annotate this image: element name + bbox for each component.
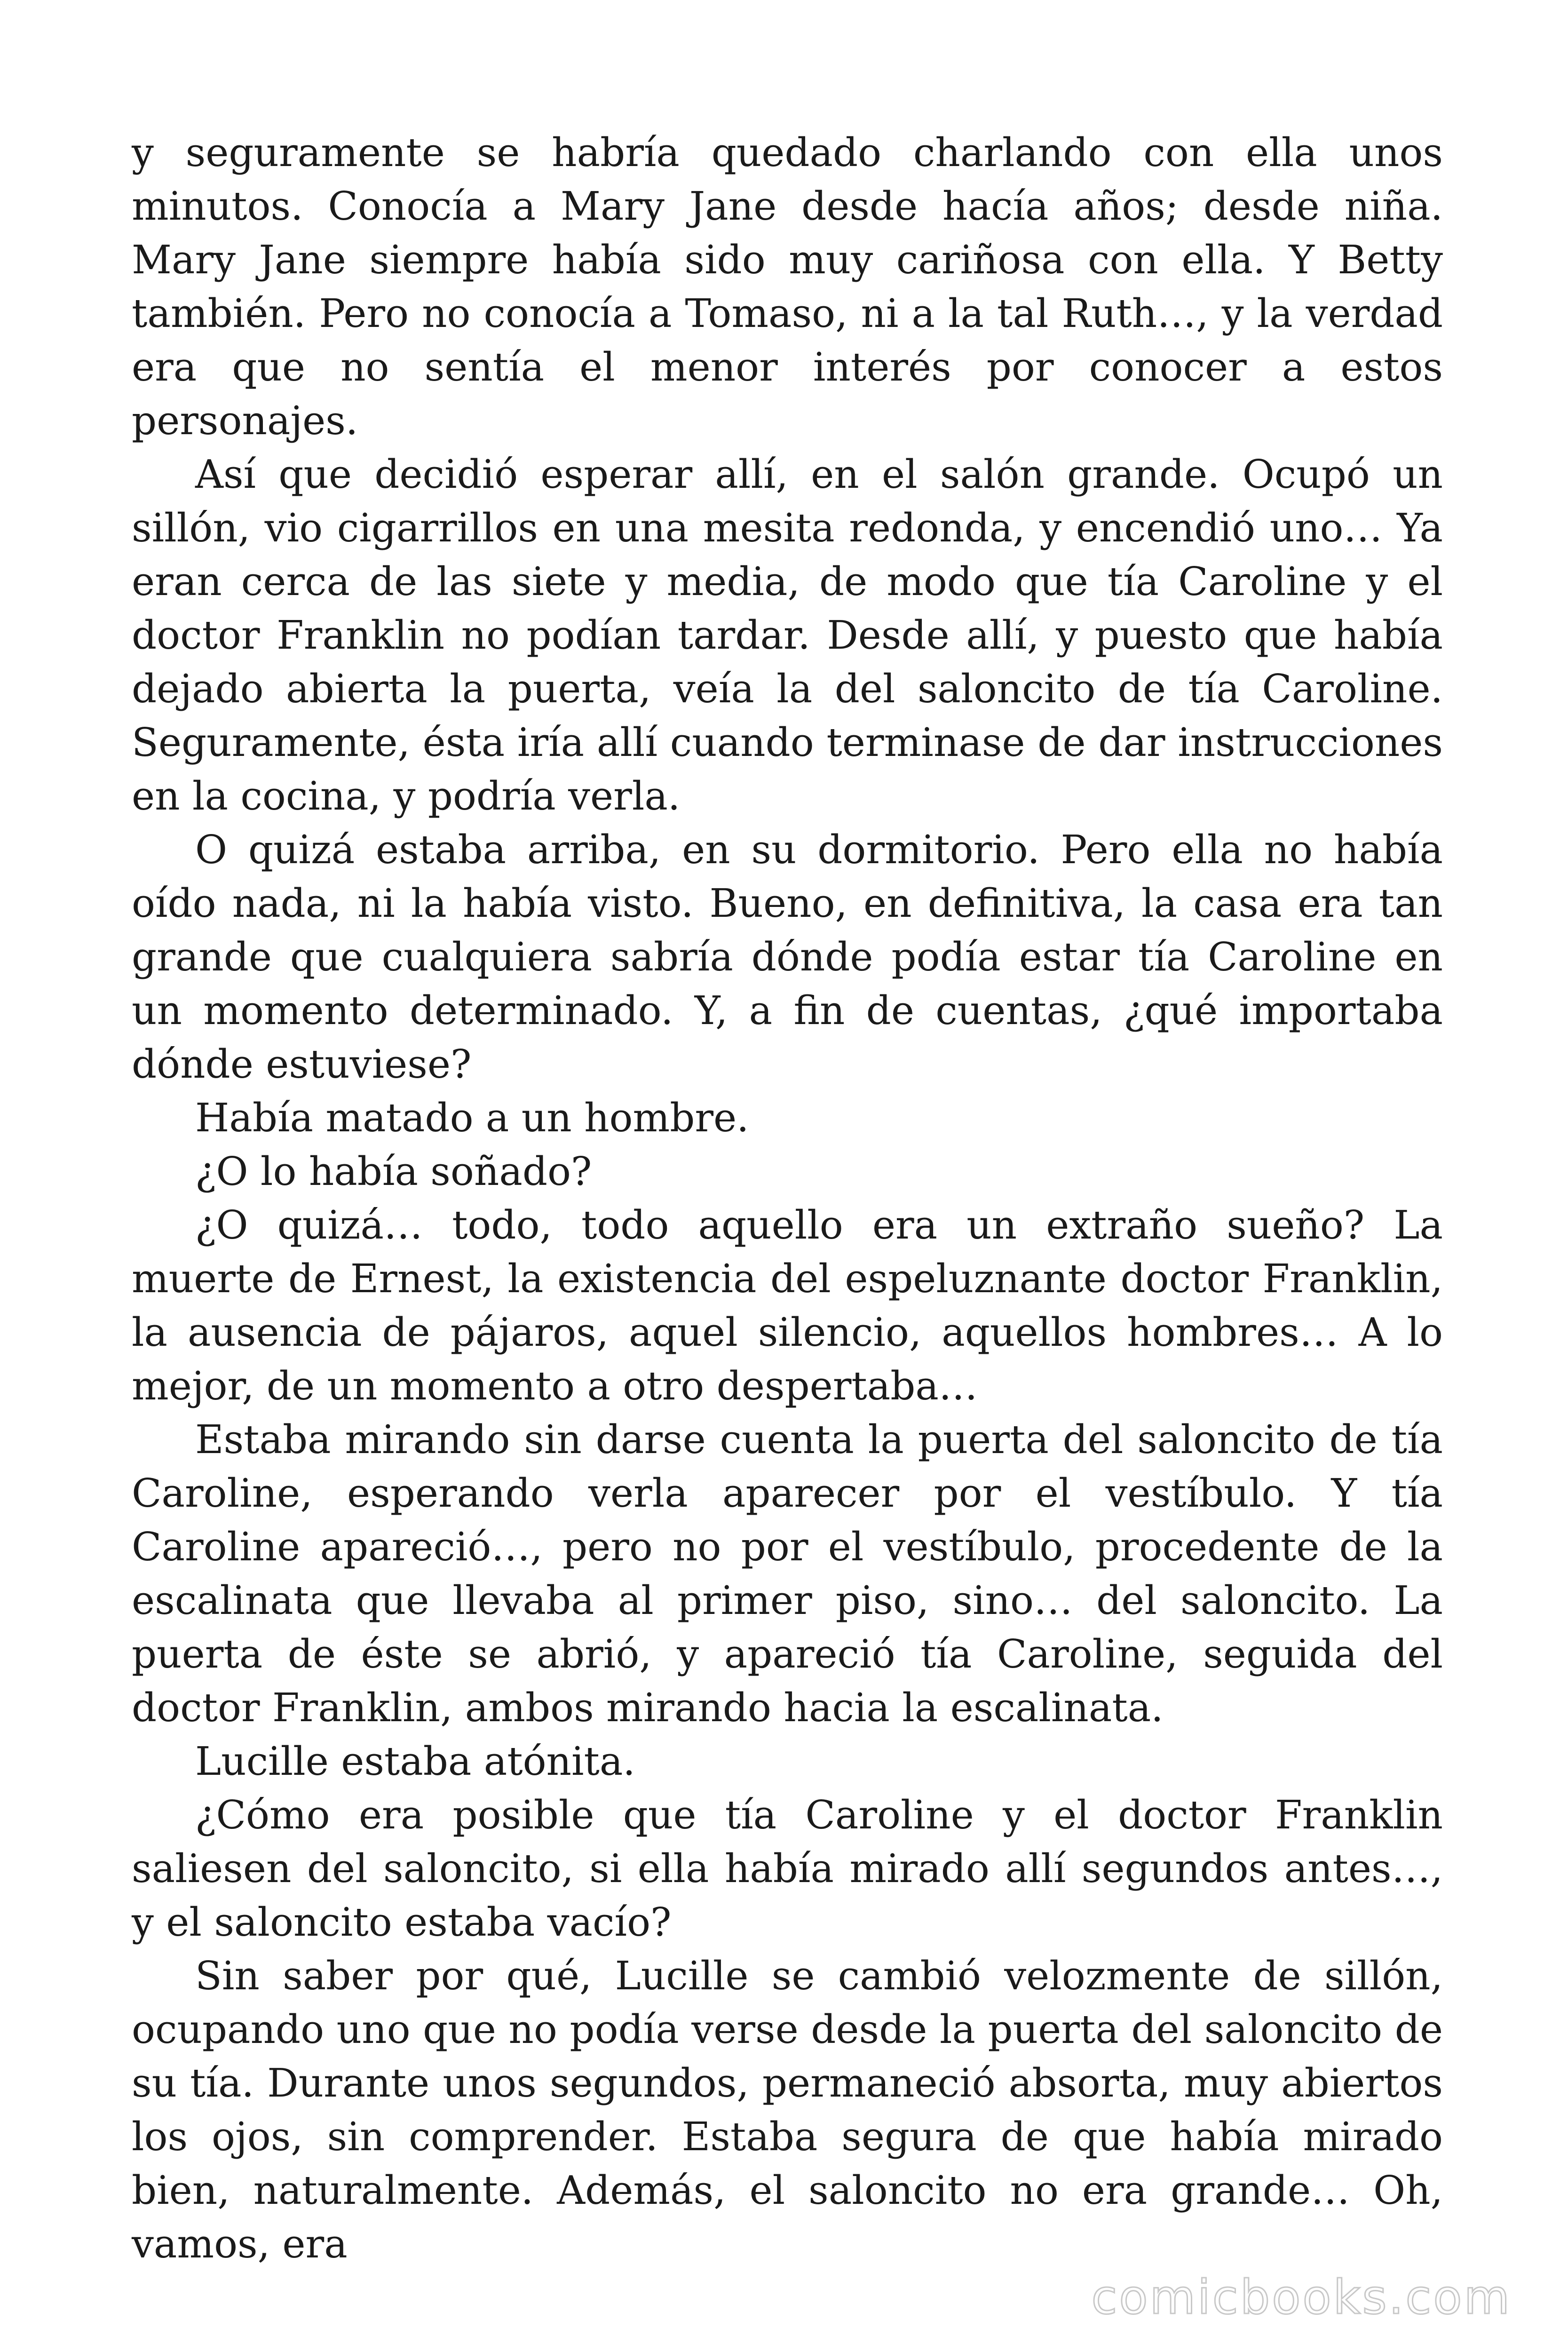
paragraph-2: Así que decidió esperar allí, en el salón grande. Ocupó un sillón, vio cigarrillos en una mesita redonda, y encendió uno… Ya eran cerca de las siete y media, de modo que tía Caroline y el doctor Franklin no podían tardar. Desde allí, y puesto que había dejado abierta la puerta, veía la del saloncito de tía Caroline. Seguramente, ésta iría allí cuando terminase de dar instrucciones en la cocina, y podría verla. bbox=[132, 452, 1443, 819]
paragraph-7: Estaba mirando sin darse cuenta la puerta del saloncito de tía Caroline, esperando verla aparecer por el vestíbulo. Y tía Caroline apareció…, pero no por el vestíbulo, procedente de la escalinata que llevaba al primer piso, sino… del saloncito. La puerta de éste se abrió, y apareció tía Caroline, seguida del doctor Franklin, ambos mirando hacia la escalinata. bbox=[132, 1417, 1443, 1731]
paragraph-3: O quizá estaba arriba, en su dormitorio. Pero ella no había oído nada, ni la había visto. Bueno, en definitiva, la casa era tan grande que cualquiera sabría dónde podía estar tía Caroline en un momento determinado. Y, a fin de cuentas, ¿qué importaba dónde estuviese? bbox=[132, 827, 1443, 1087]
paragraph-10: Sin saber por qué, Lucille se cambió velozmente de sillón, ocupando uno que no podía verse desde la puerta del saloncito de su tía. Durante unos segundos, permaneció absorta, muy abiertos los ojos, sin comprender. Estaba segura de que había mirado bien, naturalmente. Además, el saloncito no era grande… Oh, vamos, era bbox=[132, 1953, 1443, 2267]
paragraph-6: ¿O quizá… todo, todo aquello era un extraño sueño? La muerte de Ernest, la existencia del espeluznante doctor Franklin, la ausencia de pájaros, aquel silencio, aquellos hombres… A lo mejor, de un momento a otro despertaba… bbox=[132, 1202, 1443, 1409]
paragraph-8: Lucille estaba atónita. bbox=[195, 1739, 635, 1784]
paragraph-9: ¿Cómo era posible que tía Caroline y el doctor Franklin saliesen del saloncito, si ella había mirado allí segundos antes…, y el saloncito estaba vacío? bbox=[132, 1792, 1443, 1945]
paragraph-1: y seguramente se habría quedado charlando con ella unos minutos. Conocía a Mary Jane desde hacía años; desde niña. Mary Jane siempre había sido muy cariñosa con ella. Y Betty también. Pero no conocía a Tomaso, ni a la tal Ruth…, y la verdad era que no sentía el menor interés por conocer a estos personajes. bbox=[132, 130, 1443, 444]
paragraph-4: Había matado a un hombre. bbox=[195, 1095, 749, 1141]
paragraph-5: ¿O lo había soñado? bbox=[195, 1149, 592, 1194]
watermark: comicbooks.com bbox=[1091, 2270, 1512, 2325]
page-body bbox=[132, 126, 1443, 2271]
